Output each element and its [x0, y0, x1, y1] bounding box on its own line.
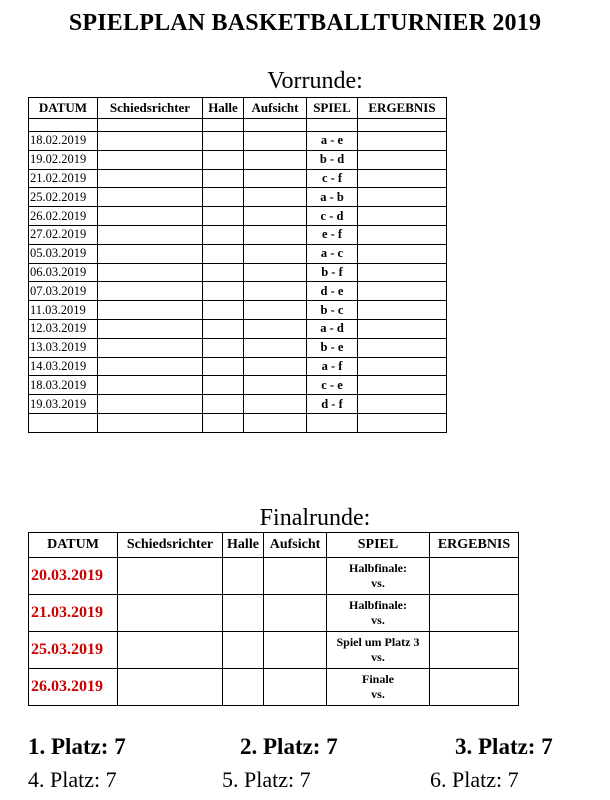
ergebnis-cell [430, 632, 519, 669]
halle-cell [223, 558, 264, 595]
vorrunde-row [29, 395, 447, 414]
ergebnis-cell [430, 669, 519, 706]
aufsicht-cell [244, 301, 307, 320]
datum-cell: 14.03.2019 [29, 357, 98, 376]
ergebnis-cell [358, 169, 447, 188]
vorrunde-table [28, 97, 447, 433]
schiedsrichter-cell [98, 395, 203, 414]
spiel-vs: vs. [371, 650, 385, 664]
datum-cell: 25.02.2019 [29, 188, 98, 207]
header-schiedsrichter: Schiedsrichter [98, 98, 203, 119]
schiedsrichter-cell [98, 169, 203, 188]
halle-cell [203, 132, 244, 151]
ergebnis-cell [358, 319, 447, 338]
spiel-cell: a - c [307, 244, 358, 263]
ergebnis-cell [358, 301, 447, 320]
halle-cell [203, 376, 244, 395]
spiel-cell: b - f [307, 263, 358, 282]
halle-cell [203, 301, 244, 320]
platz-3: 3. Platz: 7 [455, 734, 553, 759]
page-title: SPIELPLAN BASKETBALLTURNIER 2019 [68, 10, 542, 36]
datum-cell: 07.03.2019 [29, 282, 98, 301]
datum-cell: 27.02.2019 [29, 225, 98, 244]
schiedsrichter-cell [118, 558, 223, 595]
platz-5: 5. Platz: 7 [222, 767, 311, 792]
schiedsrichter-cell [98, 413, 203, 432]
vorrunde-row [29, 338, 447, 357]
spiel-vs: vs. [371, 687, 385, 701]
schiedsrichter-cell [98, 282, 203, 301]
vorrunde-row [29, 301, 447, 320]
halle-cell [203, 413, 244, 432]
spiel-cell: d - f [307, 395, 358, 414]
schiedsrichter-cell [98, 225, 203, 244]
schiedsrichter-cell [118, 669, 223, 706]
aufsicht-cell [244, 282, 307, 301]
spiel-vs: vs. [371, 576, 385, 590]
spacer-row [29, 119, 447, 132]
datum-cell: 20.03.2019 [29, 558, 118, 595]
ergebnis-cell [358, 150, 447, 169]
schiedsrichter-cell [118, 632, 223, 669]
schiedsrichter-cell [98, 244, 203, 263]
ergebnis-cell [358, 395, 447, 414]
aufsicht-cell [264, 632, 327, 669]
spiel-cell: b - e [307, 338, 358, 357]
datum-cell: 05.03.2019 [29, 244, 98, 263]
datum-cell: 12.03.2019 [29, 319, 98, 338]
schiedsrichter-cell [98, 207, 203, 226]
spiel-cell: d - e [307, 282, 358, 301]
finalrunde-row [29, 595, 519, 632]
header-spiel: SPIEL [327, 533, 430, 558]
spiel-vs: vs. [371, 613, 385, 627]
vorrunde-row [29, 244, 447, 263]
spiel-title: Spiel um Platz 3 [336, 635, 420, 649]
ergebnis-cell [358, 282, 447, 301]
spiel-cell: a - b [307, 188, 358, 207]
spiel-cell: a - d [307, 319, 358, 338]
platz-4: 4. Platz: 7 [28, 767, 117, 792]
finalrunde-header-row [29, 533, 519, 558]
halle-cell [203, 395, 244, 414]
header-schiedsrichter: Schiedsrichter [118, 533, 223, 558]
halle-cell [223, 632, 264, 669]
platz-2: 2. Platz: 7 [240, 734, 338, 759]
spiel-title: Finale [362, 672, 394, 686]
vorrunde-heading: Vorrunde: [267, 68, 363, 94]
schiedsrichter-cell [98, 319, 203, 338]
ergebnis-cell [358, 413, 447, 432]
datum-cell: 26.02.2019 [29, 207, 98, 226]
header-aufsicht: Aufsicht [264, 533, 327, 558]
ergebnis-cell [358, 225, 447, 244]
datum-cell: 13.03.2019 [29, 338, 98, 357]
finalrunde-row [29, 669, 519, 706]
aufsicht-cell [244, 376, 307, 395]
spiel-cell [327, 558, 430, 595]
spiel-cell: a - f [307, 357, 358, 376]
vorrunde-row [29, 169, 447, 188]
spiel-cell [327, 632, 430, 669]
aufsicht-cell [264, 558, 327, 595]
platz-6: 6. Platz: 7 [430, 767, 519, 792]
vorrunde-row [29, 376, 447, 395]
finalrunde-heading: Finalrunde: [259, 505, 371, 531]
halle-cell [203, 263, 244, 282]
spiel-cell: b - d [307, 150, 358, 169]
schiedsrichter-cell [98, 357, 203, 376]
halle-cell [223, 669, 264, 706]
aufsicht-cell [244, 395, 307, 414]
aufsicht-cell [244, 132, 307, 151]
aufsicht-cell [264, 669, 327, 706]
header-datum: DATUM [29, 533, 118, 558]
aufsicht-cell [244, 357, 307, 376]
datum-cell: 21.02.2019 [29, 169, 98, 188]
halle-cell [203, 338, 244, 357]
schiedsrichter-cell [98, 263, 203, 282]
halle-cell [203, 169, 244, 188]
schiedsrichter-cell [98, 132, 203, 151]
halle-cell [203, 188, 244, 207]
aufsicht-cell [244, 225, 307, 244]
schiedsrichter-cell [98, 301, 203, 320]
spiel-title: Halbfinale: [348, 561, 407, 575]
platz-1: 1. Platz: 7 [28, 734, 126, 759]
finalrunde-row [29, 558, 519, 595]
header-aufsicht: Aufsicht [244, 98, 307, 119]
header-ergebnis: ERGEBNIS [358, 98, 447, 119]
header-halle: Halle [203, 98, 244, 119]
aufsicht-cell [244, 150, 307, 169]
schiedsrichter-cell [98, 376, 203, 395]
vorrunde-row [29, 413, 447, 432]
ergebnis-cell [358, 357, 447, 376]
schiedsrichter-cell [98, 188, 203, 207]
vorrunde-row [29, 357, 447, 376]
vorrunde-row [29, 150, 447, 169]
halle-cell [203, 225, 244, 244]
halle-cell [203, 282, 244, 301]
halle-cell [203, 150, 244, 169]
halle-cell [203, 357, 244, 376]
schiedsrichter-cell [118, 595, 223, 632]
ergebnis-cell [358, 244, 447, 263]
spiel-cell: b - c [307, 301, 358, 320]
spiel-cell: c - e [307, 376, 358, 395]
halle-cell [203, 207, 244, 226]
ergebnis-cell [358, 338, 447, 357]
finalrunde-table [28, 532, 519, 706]
datum-cell: 25.03.2019 [29, 632, 118, 669]
ergebnis-cell [430, 595, 519, 632]
ergebnis-cell [358, 132, 447, 151]
spiel-cell [307, 413, 358, 432]
datum-cell: 19.02.2019 [29, 150, 98, 169]
vorrunde-row [29, 263, 447, 282]
aufsicht-cell [244, 207, 307, 226]
halle-cell [223, 595, 264, 632]
header-spiel: SPIEL [307, 98, 358, 119]
datum-cell [29, 413, 98, 432]
ergebnis-cell [358, 188, 447, 207]
schiedsrichter-cell [98, 338, 203, 357]
vorrunde-row [29, 207, 447, 226]
datum-cell: 18.02.2019 [29, 132, 98, 151]
vorrunde-row [29, 319, 447, 338]
aufsicht-cell [244, 338, 307, 357]
header-halle: Halle [223, 533, 264, 558]
aufsicht-cell [244, 413, 307, 432]
halle-cell [203, 244, 244, 263]
aufsicht-cell [244, 263, 307, 282]
spiel-cell: a - e [307, 132, 358, 151]
ergebnis-cell [358, 263, 447, 282]
aufsicht-cell [244, 319, 307, 338]
spiel-cell [327, 595, 430, 632]
finalrunde-row [29, 632, 519, 669]
header-ergebnis: ERGEBNIS [430, 533, 519, 558]
aufsicht-cell [244, 169, 307, 188]
datum-cell: 21.03.2019 [29, 595, 118, 632]
aufsicht-cell [244, 244, 307, 263]
schiedsrichter-cell [98, 150, 203, 169]
ergebnis-cell [358, 376, 447, 395]
datum-cell: 19.03.2019 [29, 395, 98, 414]
spiel-title: Halbfinale: [348, 598, 407, 612]
aufsicht-cell [244, 188, 307, 207]
datum-cell: 18.03.2019 [29, 376, 98, 395]
vorrunde-header-row [29, 98, 447, 119]
vorrunde-row [29, 225, 447, 244]
spiel-cell [327, 669, 430, 706]
datum-cell: 26.03.2019 [29, 669, 118, 706]
vorrunde-row [29, 132, 447, 151]
vorrunde-row [29, 188, 447, 207]
datum-cell: 06.03.2019 [29, 263, 98, 282]
vorrunde-row [29, 282, 447, 301]
spiel-cell: c - d [307, 207, 358, 226]
datum-cell: 11.03.2019 [29, 301, 98, 320]
aufsicht-cell [264, 595, 327, 632]
ergebnis-cell [358, 207, 447, 226]
spiel-cell: e - f [307, 225, 358, 244]
header-datum: DATUM [29, 98, 98, 119]
halle-cell [203, 319, 244, 338]
ergebnis-cell [430, 558, 519, 595]
spiel-cell: c - f [307, 169, 358, 188]
